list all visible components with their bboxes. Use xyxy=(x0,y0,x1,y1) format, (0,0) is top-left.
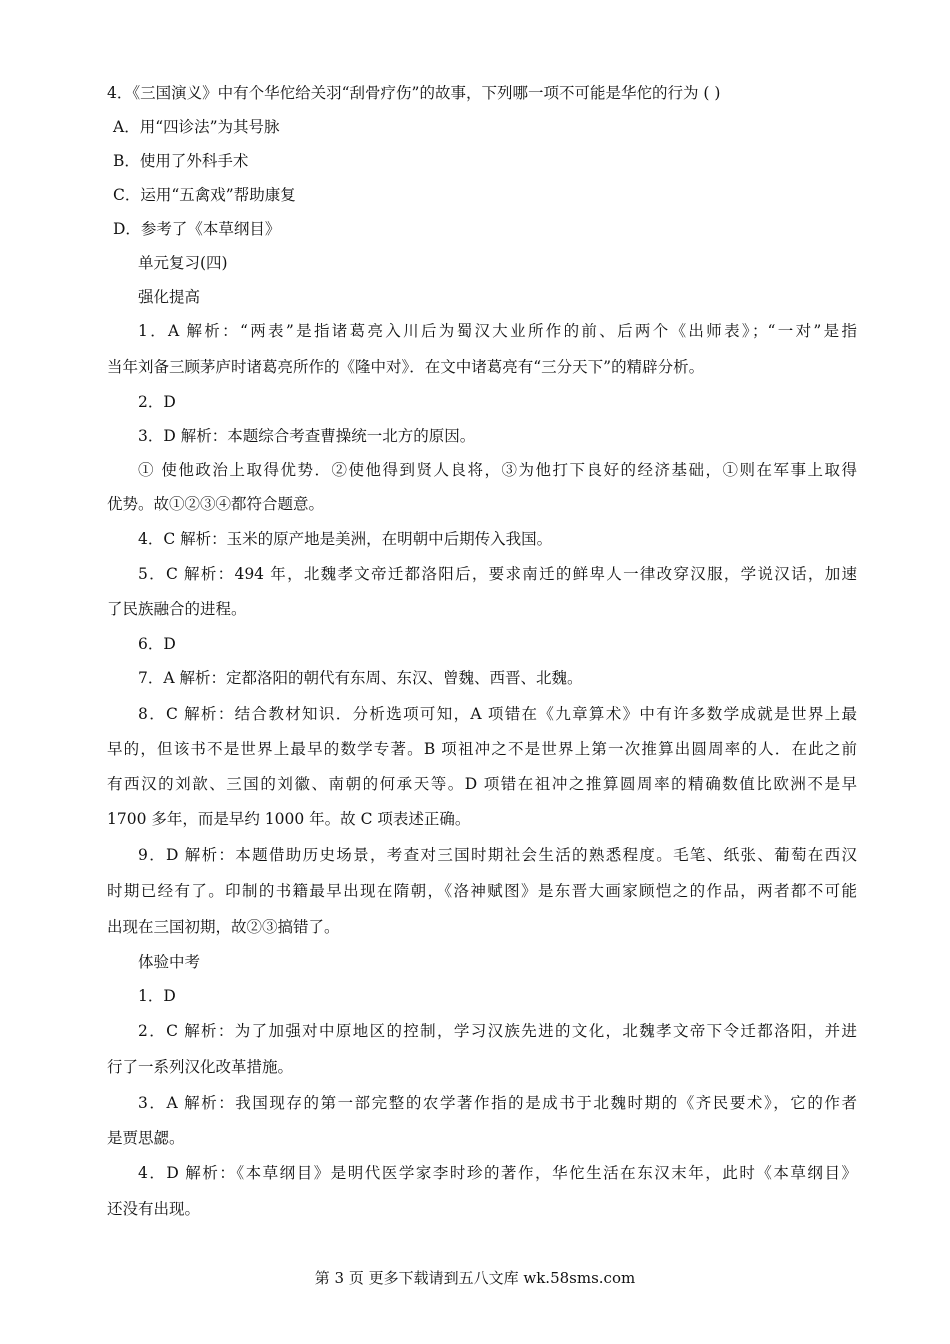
answer-5-line-2: 了民族融合的进程。 xyxy=(107,600,247,618)
exam-answer-3-line-2: 是贾思勰。 xyxy=(107,1129,185,1147)
answer-9-line-3: 出现在三国初期，故②③搞错了。 xyxy=(107,918,340,936)
subsection-heading-2: 体验中考 xyxy=(138,953,201,971)
answer-1-line-1: 1．A 解析：“两表”是指诸葛亮入川后为蜀汉大业所作的前、后两个《出师表》；“一对”是指 xyxy=(138,322,857,340)
subsection-heading: 强化提高 xyxy=(138,288,201,306)
answer-1-line-2: 当年刘备三顾茅庐时诸葛亮所作的《隆中对》．在文中诸葛亮有“三分天下”的精辟分析。 xyxy=(107,358,705,376)
option-b: B．使用了外科手术 xyxy=(113,152,249,170)
exam-answer-2-line-2: 行了一系列汉化改革措施。 xyxy=(107,1058,294,1076)
answer-7: 7．A 解析：定都洛阳的朝代有东周、东汉、曾魏、西晋、北魏。 xyxy=(138,669,583,687)
page-footer: 第 3 页 更多下载请到五八文库 wk.58sms.com xyxy=(314,1269,636,1287)
option-c: C．运用“五禽戏”帮助康复 xyxy=(113,186,296,204)
answer-8-line-2: 早的，但该书不是世界上最早的数学专著。B 项祖冲之不是世界上第一次推算出圆周率的人．在此之前 xyxy=(107,740,857,758)
question-stem: 4．《三国演义》中有个华佗给关羽“刮骨疗伤”的故事，下列哪一项不可能是华佗的行为 ( ) xyxy=(107,84,721,102)
answer-9-line-2: 时期已经有了。印制的书籍最早出现在隋朝，《洛神赋图》是东晋大画家顾恺之的作品，两者都不可能 xyxy=(107,882,857,900)
exam-answer-4-line-1: 4．D 解析：《本草纲目》是明代医学家李时珍的著作，华佗生活在东汉末年，此时《本草纲目》 xyxy=(138,1164,857,1182)
answer-3-line-2: ① 使他政治上取得优势．②使他得到贤人良将，③为他打下良好的经济基础，①则在军事上取得 xyxy=(138,461,857,479)
answer-2: 2．D xyxy=(138,393,176,411)
answer-9-line-1: 9．D 解析：本题借助历史场景，考查对三国时期社会生活的熟悉程度。毛笔、纸张、葡萄在西汉 xyxy=(138,846,857,864)
answer-3-line-3: 优势。故①②③④都符合题意。 xyxy=(107,495,325,513)
answer-8-line-3: 有西汉的刘歆、三国的刘徽、南朝的何承天等。D 项错在祖冲之推算圆周率的精确数值比欧洲不是早 xyxy=(107,775,857,793)
answer-6: 6．D xyxy=(138,635,176,653)
answer-3-line-1: 3．D 解析：本题综合考查曹操统一北方的原因。 xyxy=(138,427,476,445)
exam-answer-3-line-1: 3．A 解析：我国现存的第一部完整的农学著作指的是成书于北魏时期的《齐民要术》，它的作者 xyxy=(138,1094,857,1112)
exam-answer-2-line-1: 2．C 解析：为了加强对中原地区的控制，学习汉族先进的文化，北魏孝文帝下令迁都洛阳，并进 xyxy=(138,1022,857,1040)
option-d: D．参考了《本草纲目》 xyxy=(113,220,281,238)
exam-answer-4-line-2: 还没有出现。 xyxy=(107,1200,201,1218)
section-title: 单元复习(四) xyxy=(138,254,228,272)
exam-answer-1: 1．D xyxy=(138,987,176,1005)
answer-8-line-1: 8．C 解析：结合教材知识．分析选项可知，A 项错在《九章算术》中有许多数学成就是世界上最 xyxy=(138,705,857,723)
option-a: A．用“四诊法”为其号脉 xyxy=(113,118,280,136)
answer-4: 4．C 解析：玉米的原产地是美洲，在明朝中后期传入我国。 xyxy=(138,530,553,548)
answer-5-line-1: 5．C 解析：494 年，北魏孝文帝迁都洛阳后，要求南迁的鲜卑人一律改穿汉服，学说汉话，加速 xyxy=(138,565,857,583)
answer-8-line-4: 1700 多年，而是早约 1000 年。故 C 项表述正确。 xyxy=(107,810,471,828)
